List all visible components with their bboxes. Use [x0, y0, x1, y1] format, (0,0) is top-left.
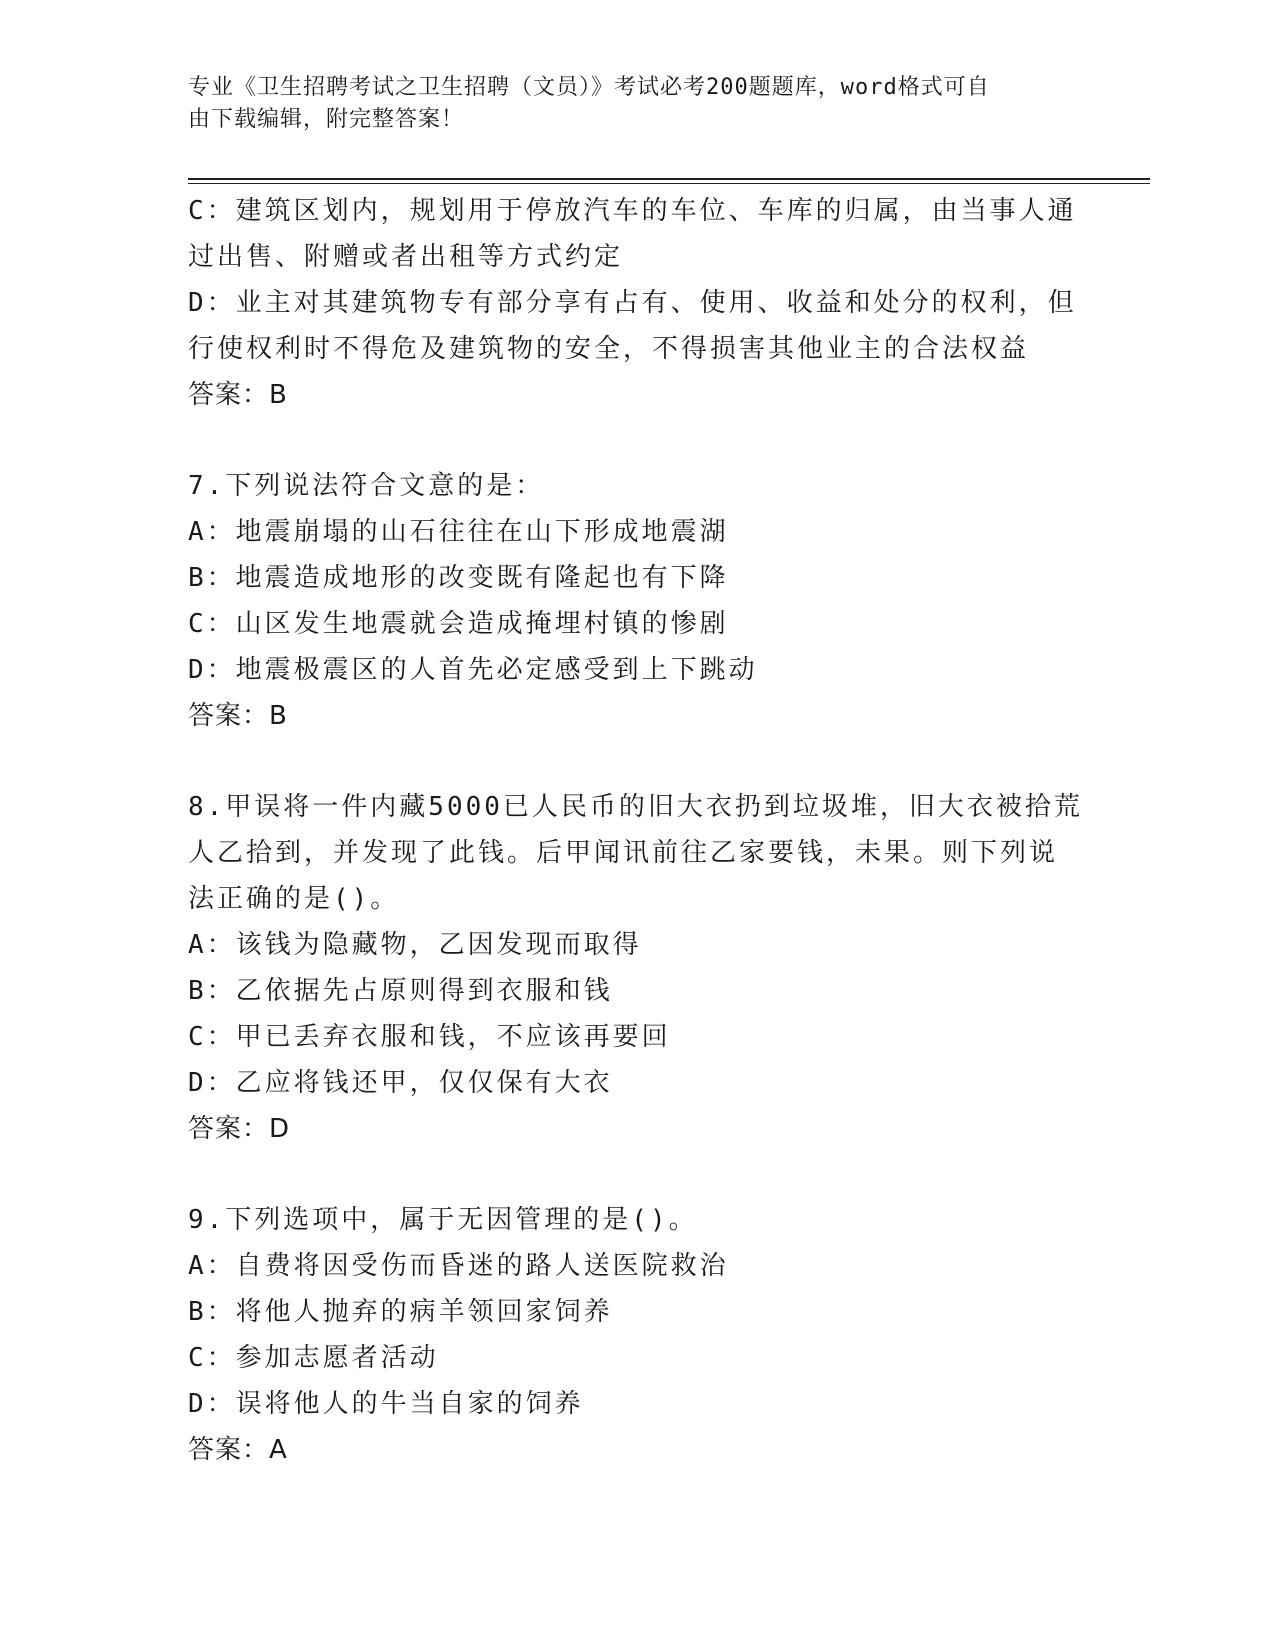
option-b: B：将他人抛弃的病羊领回家饲养 [188, 1297, 613, 1327]
question-stem: 9.下列选项中，属于无因管理的是()。 [188, 1205, 698, 1235]
document-header [188, 72, 1068, 136]
option-d: D：地震极震区的人首先必定感受到上下跳动 [188, 655, 758, 685]
question-stem: 7.下列说法符合文意的是： [188, 471, 545, 501]
option-c: C：甲已丢弃衣服和钱，不应该再要回 [188, 1022, 671, 1052]
option-c: C：山区发生地震就会造成掩埋村镇的惨剧 [188, 609, 729, 639]
spacer [188, 739, 1088, 784]
question-stem-wrap: 法正确的是()。 [188, 884, 400, 914]
question-9 [188, 1197, 1088, 1473]
option-c: C：参加志愿者活动 [188, 1343, 439, 1373]
question-6-continuation [188, 188, 1088, 418]
question-8 [188, 784, 1088, 1152]
spacer [188, 418, 1088, 463]
option-d: D：乙应将钱还甲，仅仅保有大衣 [188, 1068, 613, 1098]
answer-label: 答案：A [188, 1435, 288, 1465]
question-stem-wrap: 人乙拾到，并发现了此钱。后甲闻讯前往乙家要钱，未果。则下列说 [188, 838, 1059, 868]
option-a: A：该钱为隐藏物，乙因发现而取得 [188, 930, 642, 960]
spacer [188, 1152, 1088, 1197]
question-7 [188, 463, 1088, 739]
option-b: B：乙依据先占原则得到衣服和钱 [188, 976, 613, 1006]
option-a: A：自费将因受伤而昏迷的路人送医院救治 [188, 1251, 729, 1281]
answer-label: 答案：D [188, 1114, 291, 1144]
answer-label: 答案：B [188, 701, 288, 731]
option-b: B：地震造成地形的改变既有隆起也有下降 [188, 563, 729, 593]
option-d: D：业主对其建筑物专有部分享有占有、使用、收益和处分的权利，但 [188, 288, 1077, 318]
header-title-line-2: 由下载编辑，附完整答案！ [188, 107, 465, 132]
option-c-wrap: 过出售、附赠或者出租等方式约定 [188, 242, 624, 272]
question-content [188, 188, 1088, 1473]
header-divider [188, 178, 1150, 184]
option-d: D：误将他人的牛当自家的饲养 [188, 1389, 584, 1419]
option-a: A：地震崩塌的山石往往在山下形成地震湖 [188, 517, 729, 547]
option-c: C：建筑区划内，规划用于停放汽车的车位、车库的归属，由当事人通 [188, 196, 1077, 226]
header-title-line-1: 专业《卫生招聘考试之卫生招聘（文员）》考试必考200题题库，word格式可自 [188, 75, 990, 100]
question-stem: 8.甲误将一件内藏5000已人民币的旧大衣扔到垃圾堆，旧大衣被拾荒 [188, 792, 1083, 822]
option-d-wrap: 行使权利时不得危及建筑物的安全，不得损害其他业主的合法权益 [188, 334, 1030, 364]
answer-label: 答案：B [188, 380, 288, 410]
